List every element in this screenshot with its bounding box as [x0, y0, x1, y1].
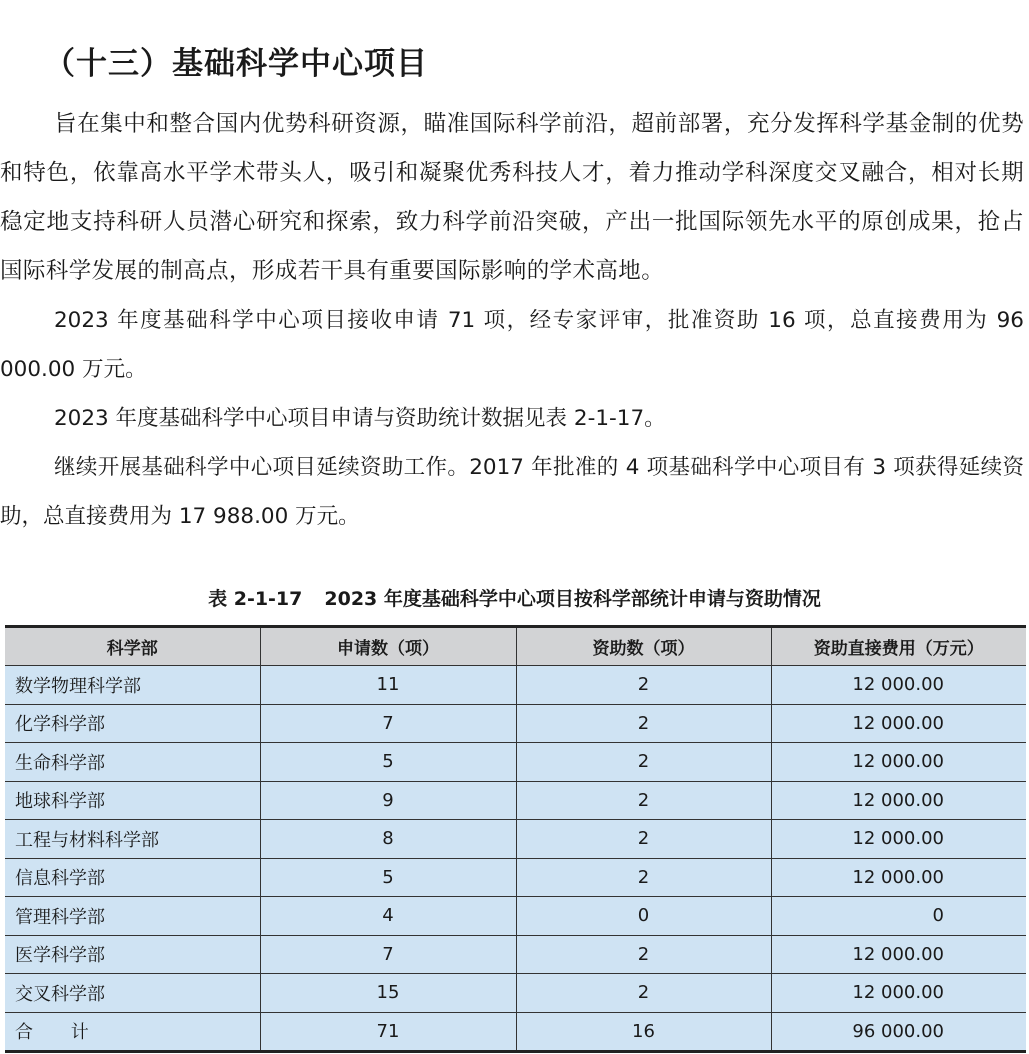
- direct-cost-cell: 12 000.00: [771, 974, 1026, 1013]
- application-summary-paragraph: 2023 年度基础科学中心项目接收申请 71 项，经专家评审，批准资助 16 项，总直接费用为 96 000.00 万元。: [0, 308, 1024, 382]
- funded-cell: 2: [516, 704, 771, 743]
- column-header-applications: 申请数（项）: [260, 627, 516, 666]
- column-header-department: 科学部: [5, 627, 260, 666]
- applications-cell: 7: [260, 704, 516, 743]
- table-row: [5, 704, 1026, 743]
- department-cell: 信息科学部: [5, 858, 260, 897]
- table-total-row: [5, 1012, 1026, 1052]
- department-cell: 地球科学部: [5, 781, 260, 820]
- funded-cell: 2: [516, 666, 771, 705]
- applications-cell: 8: [260, 820, 516, 859]
- funded-cell: 2: [516, 743, 771, 782]
- applications-cell: 11: [260, 666, 516, 705]
- grant-statistics-table: [5, 625, 1026, 1053]
- table-row: [5, 897, 1026, 936]
- applications-cell: 9: [260, 781, 516, 820]
- column-header-direct-cost: 资助直接费用（万元）: [771, 627, 1026, 666]
- direct-cost-cell: 12 000.00: [771, 704, 1026, 743]
- total-applications-cell: 71: [260, 1012, 516, 1052]
- applications-cell: 15: [260, 974, 516, 1013]
- department-cell: 医学科学部: [5, 935, 260, 974]
- direct-cost-cell: 12 000.00: [771, 858, 1026, 897]
- department-cell: 数学物理科学部: [5, 666, 260, 705]
- funded-cell: 2: [516, 858, 771, 897]
- applications-cell: 4: [260, 897, 516, 936]
- section-heading: （十三）基础科学中心项目: [44, 46, 428, 82]
- department-cell: 管理科学部: [5, 897, 260, 936]
- funded-cell: 2: [516, 781, 771, 820]
- total-label-cell: 合 计: [5, 1012, 260, 1052]
- table-row: [5, 974, 1026, 1013]
- department-cell: 生命科学部: [5, 743, 260, 782]
- funded-cell: 2: [516, 974, 771, 1013]
- department-cell: 工程与材料科学部: [5, 820, 260, 859]
- continued-funding-paragraph: 继续开展基础科学中心项目延续资助工作。2017 年批准的 4 项基础科学中心项目有 3 项获得延续资助，总直接费用为 17 988.00 万元。: [0, 455, 1024, 529]
- funded-cell: 2: [516, 935, 771, 974]
- direct-cost-cell: 0: [771, 897, 1026, 936]
- direct-cost-cell: 12 000.00: [771, 743, 1026, 782]
- table-caption: [0, 584, 1029, 611]
- direct-cost-cell: 12 000.00: [771, 820, 1026, 859]
- table-row: [5, 743, 1026, 782]
- applications-cell: 7: [260, 935, 516, 974]
- applications-cell: 5: [260, 858, 516, 897]
- total-funded-cell: 16: [516, 1012, 771, 1052]
- table-caption-title: 2023 年度基础科学中心项目按科学部统计申请与资助情况: [324, 588, 821, 610]
- department-cell: 交叉科学部: [5, 974, 260, 1013]
- funded-cell: 0: [516, 897, 771, 936]
- table-row: [5, 935, 1026, 974]
- department-cell: 化学科学部: [5, 704, 260, 743]
- table-row: [5, 781, 1026, 820]
- applications-cell: 5: [260, 743, 516, 782]
- total-direct-cost-cell: 96 000.00: [771, 1012, 1026, 1052]
- table-header-row: [5, 627, 1026, 666]
- table-row: [5, 858, 1026, 897]
- direct-cost-cell: 12 000.00: [771, 781, 1026, 820]
- table-row: [5, 666, 1026, 705]
- intro-paragraph: 旨在集中和整合国内优势科研资源，瞄准国际科学前沿，超前部署，充分发挥科学基金制的优势和特色，依靠高水平学术带头人，吸引和凝聚优秀科技人才，着力推动学科深度交叉融合，相对长期稳定地支持科研人员潜心研究和探索，致力科学前沿突破，产出一批国际领先水平的原创成果，抢占国际科学发展的制高点，形成若干具有重要国际影响的学术高地。: [0, 111, 1024, 284]
- table-caption-number: 表 2-1-17: [208, 588, 303, 610]
- column-header-funded: 资助数（项）: [516, 627, 771, 666]
- direct-cost-cell: 12 000.00: [771, 666, 1026, 705]
- direct-cost-cell: 12 000.00: [771, 935, 1026, 974]
- table-reference-paragraph: 2023 年度基础科学中心项目申请与资助统计数据见表 2-1-17。: [54, 406, 666, 431]
- funded-cell: 2: [516, 820, 771, 859]
- table-row: [5, 820, 1026, 859]
